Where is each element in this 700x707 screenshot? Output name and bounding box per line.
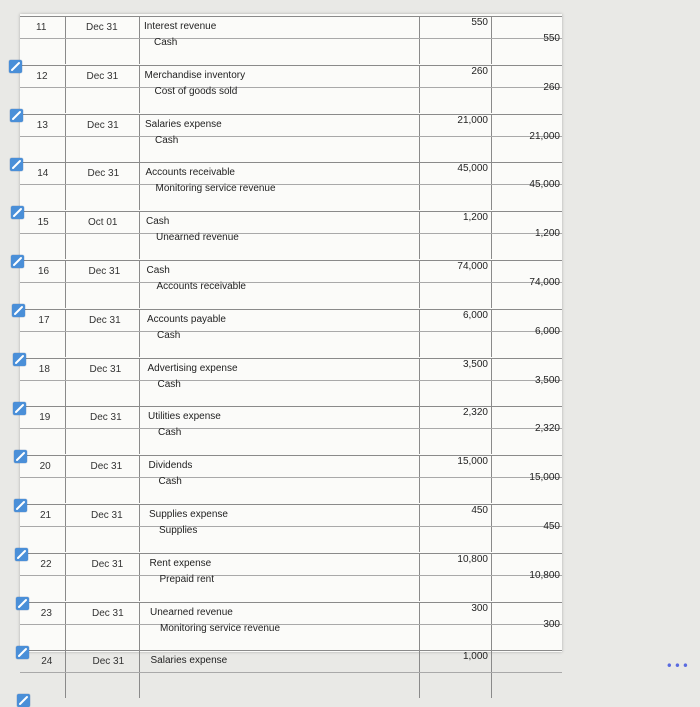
debit-amount: 450: [471, 505, 488, 516]
checkmark-icon[interactable]: [16, 646, 29, 659]
entry-date: Oct 01: [88, 217, 118, 229]
credit-account-name: Monitoring service revenue: [155, 183, 276, 195]
journal-entry-row: [20, 211, 562, 259]
entry-number: 19: [39, 412, 51, 424]
credit-amount: 450: [543, 521, 560, 532]
credit-account-name: Cost of goods sold: [154, 85, 238, 97]
checkmark-icon[interactable]: [11, 255, 24, 268]
debit-amount: 2,320: [462, 407, 488, 419]
entry-number: 13: [36, 119, 48, 131]
credit-account-name: Prepaid rent: [159, 573, 214, 585]
row-midline: [20, 136, 562, 137]
entry-date: Dec 31: [86, 22, 118, 33]
debit-amount: 1,000: [462, 651, 488, 663]
credit-account-name: Cash: [158, 476, 182, 488]
row-midline: [20, 233, 562, 234]
checkmark-icon[interactable]: [17, 694, 30, 707]
journal-entry-row: [20, 650, 562, 698]
entry-number: 15: [37, 217, 49, 229]
checkmark-icon[interactable]: [13, 353, 26, 366]
checkmark-icon[interactable]: [15, 548, 28, 561]
checkmark-icon[interactable]: [10, 109, 23, 122]
credit-amount: 15,000: [529, 472, 560, 484]
checkmark-icon[interactable]: [13, 402, 26, 415]
entry-date: Dec 31: [86, 70, 119, 82]
debit-amount: 3,500: [462, 358, 488, 370]
journal-entry-row: [20, 602, 562, 650]
credit-account-name: Cash: [154, 37, 178, 48]
credit-amount: 550: [543, 33, 560, 44]
debit-amount: 21,000: [457, 114, 488, 126]
credit-amount: 3,500: [534, 374, 560, 386]
credit-amount: 260: [543, 81, 560, 93]
credit-amount: 2,320: [534, 423, 560, 435]
debit-amount: 15,000: [457, 456, 488, 468]
checkmark-icon[interactable]: [14, 450, 27, 463]
entry-date: Dec 31: [87, 168, 120, 180]
entry-date: Dec 31: [90, 412, 122, 424]
credit-account-name: Cash: [157, 329, 181, 341]
credit-amount: 300: [543, 618, 560, 630]
entry-number: 11: [36, 22, 47, 33]
debit-account-name: Salaries expense: [150, 655, 228, 667]
credit-account-name: Cash: [158, 427, 182, 439]
debit-amount: 45,000: [457, 163, 488, 175]
journal-entry-row: [20, 162, 562, 210]
debit-account-name: Merchandise inventory: [144, 69, 246, 81]
credit-account-name: Unearned revenue: [156, 232, 239, 244]
journal-entry-row: [20, 504, 562, 552]
entry-number: 23: [40, 607, 52, 619]
credit-amount: 6,000: [534, 325, 560, 337]
row-midline: [20, 526, 562, 527]
journal-entry-row: [20, 358, 562, 406]
row-midline: [20, 38, 562, 39]
checkmark-icon[interactable]: [11, 206, 24, 219]
journal-entry-row: [20, 406, 562, 454]
entry-date: Dec 31: [91, 510, 123, 521]
journal-entry-row: [20, 309, 562, 357]
entry-date: Dec 31: [92, 607, 124, 619]
debit-account-name: Advertising expense: [147, 362, 238, 374]
journal-entry-row: [20, 16, 562, 64]
credit-account-name: Supplies: [159, 525, 198, 536]
entry-number: 24: [41, 656, 53, 668]
debit-account-name: Unearned revenue: [150, 606, 233, 618]
credit-account-name: Monitoring service revenue: [160, 622, 281, 634]
entry-number: 17: [38, 314, 50, 326]
debit-amount: 260: [471, 65, 488, 77]
entry-number: 14: [37, 168, 49, 180]
debit-amount: 550: [471, 17, 488, 28]
debit-amount: 74,000: [457, 261, 488, 272]
row-midline: [20, 380, 562, 381]
journal-entry-row: [20, 114, 562, 162]
debit-account-name: Accounts receivable: [145, 167, 235, 179]
checkmark-icon[interactable]: [12, 304, 25, 317]
row-midline: [20, 331, 562, 332]
entry-date: Dec 31: [90, 461, 123, 473]
entry-number: 21: [40, 510, 52, 521]
journal-entry-row: [20, 65, 562, 113]
entry-number: 22: [40, 558, 52, 570]
debit-account-name: Cash: [146, 265, 170, 276]
debit-amount: 6,000: [462, 309, 488, 321]
entry-date: Dec 31: [87, 119, 119, 131]
debit-account-name: Cash: [146, 216, 170, 228]
row-midline: [20, 184, 562, 185]
credit-amount: 74,000: [529, 277, 560, 288]
checkmark-icon[interactable]: [10, 158, 23, 171]
checkmark-icon[interactable]: [16, 597, 29, 610]
debit-account-name: Salaries expense: [145, 118, 222, 130]
row-midline: [20, 575, 562, 576]
debit-account-name: Dividends: [148, 460, 193, 472]
row-midline: [20, 282, 562, 283]
journal-entry-row: [20, 553, 562, 601]
journal-entry-row: [20, 260, 562, 308]
row-midline: [20, 87, 562, 88]
row-midline: [20, 624, 562, 625]
checkmark-icon[interactable]: [14, 499, 27, 512]
debit-amount: 1,200: [462, 212, 488, 224]
journal-sheet: [20, 14, 562, 668]
entry-number: 16: [38, 266, 50, 277]
credit-account-name: Cash: [155, 134, 179, 146]
entry-date: Dec 31: [91, 558, 124, 570]
entry-number: 18: [38, 363, 50, 375]
debit-account-name: Rent expense: [149, 557, 212, 569]
journal-entry-row: [20, 455, 562, 503]
credit-account-name: Cash: [157, 378, 181, 390]
credit-amount: 45,000: [529, 179, 560, 191]
row-midline: [20, 672, 562, 673]
entry-number: 20: [39, 461, 51, 473]
debit-account-name: Interest revenue: [144, 21, 217, 32]
debit-account-name: Accounts payable: [147, 313, 226, 325]
credit-amount: 10,800: [529, 569, 560, 581]
credit-amount: 1,200: [534, 228, 560, 240]
entry-date: Dec 31: [89, 314, 121, 326]
entry-date: Dec 31: [89, 363, 122, 375]
credit-account-name: Accounts receivable: [156, 281, 246, 292]
entry-date: Dec 31: [88, 266, 121, 277]
row-midline: [20, 477, 562, 478]
checkmark-icon[interactable]: [9, 60, 22, 73]
entry-number: 12: [36, 70, 48, 82]
debit-amount: 10,800: [457, 553, 488, 565]
debit-account-name: Supplies expense: [149, 509, 228, 520]
row-midline: [20, 428, 562, 429]
debit-account-name: Utilities expense: [148, 411, 221, 423]
credit-amount: 21,000: [529, 130, 560, 142]
more-indicator[interactable]: •••: [665, 659, 690, 673]
debit-amount: 300: [471, 602, 488, 614]
entry-date: Dec 31: [92, 656, 125, 668]
